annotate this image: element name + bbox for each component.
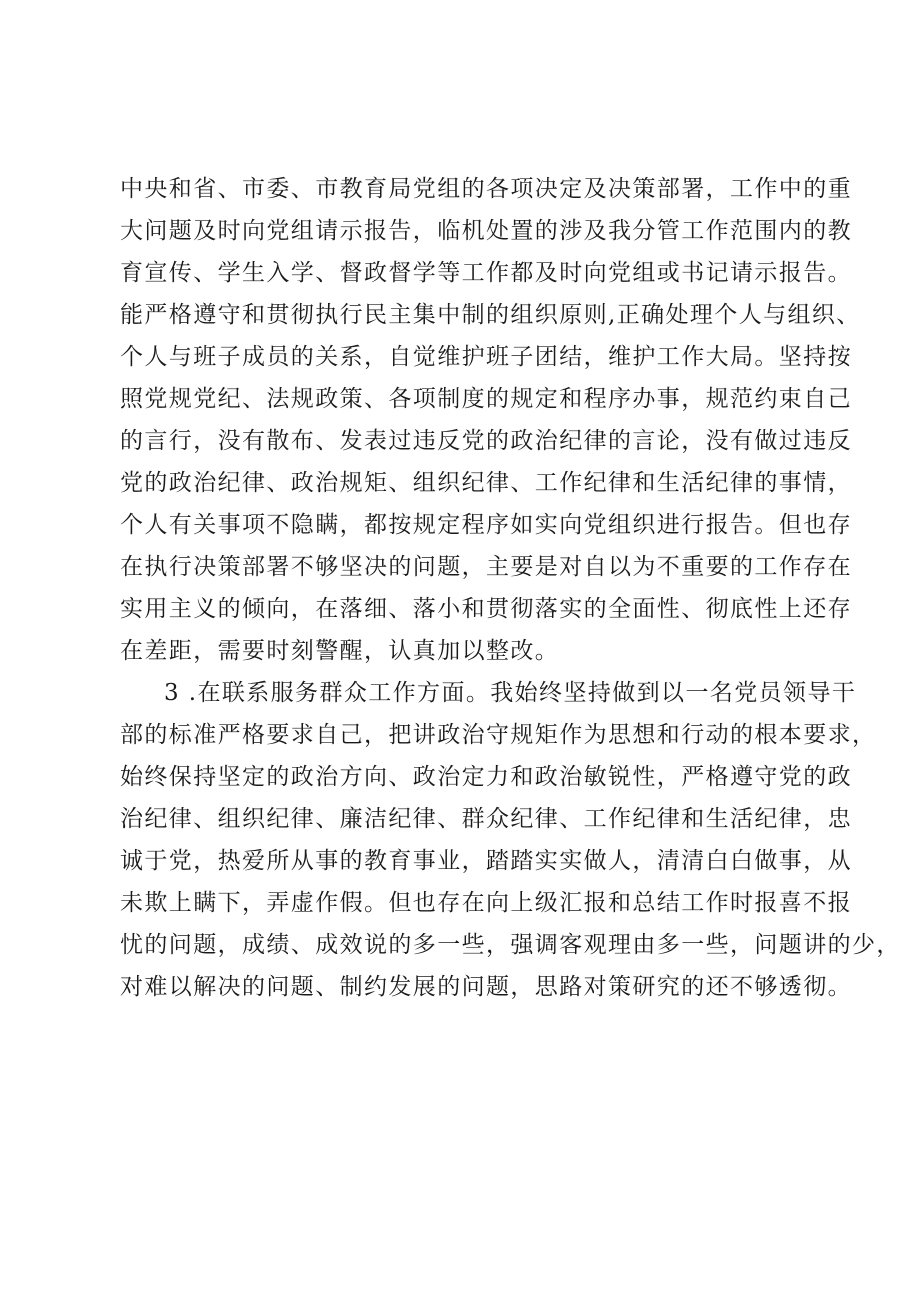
paragraph-line: 大问题及时向党组请示报告，临机处置的涉及我分管工作范围内的教 <box>120 218 852 244</box>
paragraph-line: 的言行，没有散布、发表过违反党的政治纪律的言论，没有做过违反 <box>120 428 852 454</box>
paragraph-line: 中央和省、市委、市教育局党组的各项决定及决策部署，工作中的重 <box>120 176 852 202</box>
paragraph-line: 3 .在联系服务群众工作方面。我始终坚持做到以一名党员领导干 <box>164 680 857 706</box>
paragraph-line: 个人与班子成员的关系，自觉维护班子团结，维护工作大局。坚持按 <box>120 344 852 370</box>
paragraph-line: 能严格遵守和贯彻执行民主集中制的组织原则,正确处理个人与组织、 <box>120 302 861 328</box>
paragraph-line: 个人有关事项不隐瞒，都按规定程序如实向党组织进行报告。但也存 <box>120 512 852 538</box>
paragraph-line: 实用主义的倾向，在落细、落小和贯彻落实的全面性、彻底性上还存 <box>120 596 852 622</box>
paragraph-line: 对难以解决的问题、制约发展的问题，思路对策研究的还不够透彻。 <box>120 974 852 1000</box>
paragraph-line: 始终保持坚定的政治方向、政治定力和政治敏锐性，严格遵守党的政 <box>120 764 852 790</box>
paragraph-1 <box>120 168 861 672</box>
paragraph-line: 诚于党，热爱所从事的教育事业，踏踏实实做人，清清白白做事，从 <box>120 848 852 874</box>
paragraph-line: 忧的问题，成绩、成效说的多一些，强调客观理由多一些，问题讲的少， <box>120 932 901 958</box>
paragraph-line: 育宣传、学生入学、督政督学等工作都及时向党组或书记请示报告。 <box>120 260 852 286</box>
paragraph-line: 党的政治纪律、政治规矩、组织纪律、工作纪律和生活纪律的事情， <box>120 470 852 496</box>
paragraph-line: 未欺上瞒下，弄虚作假。但也存在向上级汇报和总结工作时报喜不报 <box>120 890 852 916</box>
document-body <box>120 168 901 1008</box>
paragraph-line: 在执行决策部署不够坚决的问题，主要是对自以为不重要的工作存在 <box>120 554 852 580</box>
paragraph-line: 照党规党纪、法规政策、各项制度的规定和程序办事，规范约束自己 <box>120 386 852 412</box>
paragraph-line: 在差距，需要时刻警醒，认真加以整改。 <box>120 638 560 664</box>
paragraph-line: 治纪律、组织纪律、廉洁纪律、群众纪律、工作纪律和生活纪律，忠 <box>120 806 852 832</box>
paragraph-2 <box>120 672 901 1008</box>
paragraph-line: 部的标准严格要求自己，把讲政治守规矩作为思想和行动的根本要求， <box>120 722 877 748</box>
